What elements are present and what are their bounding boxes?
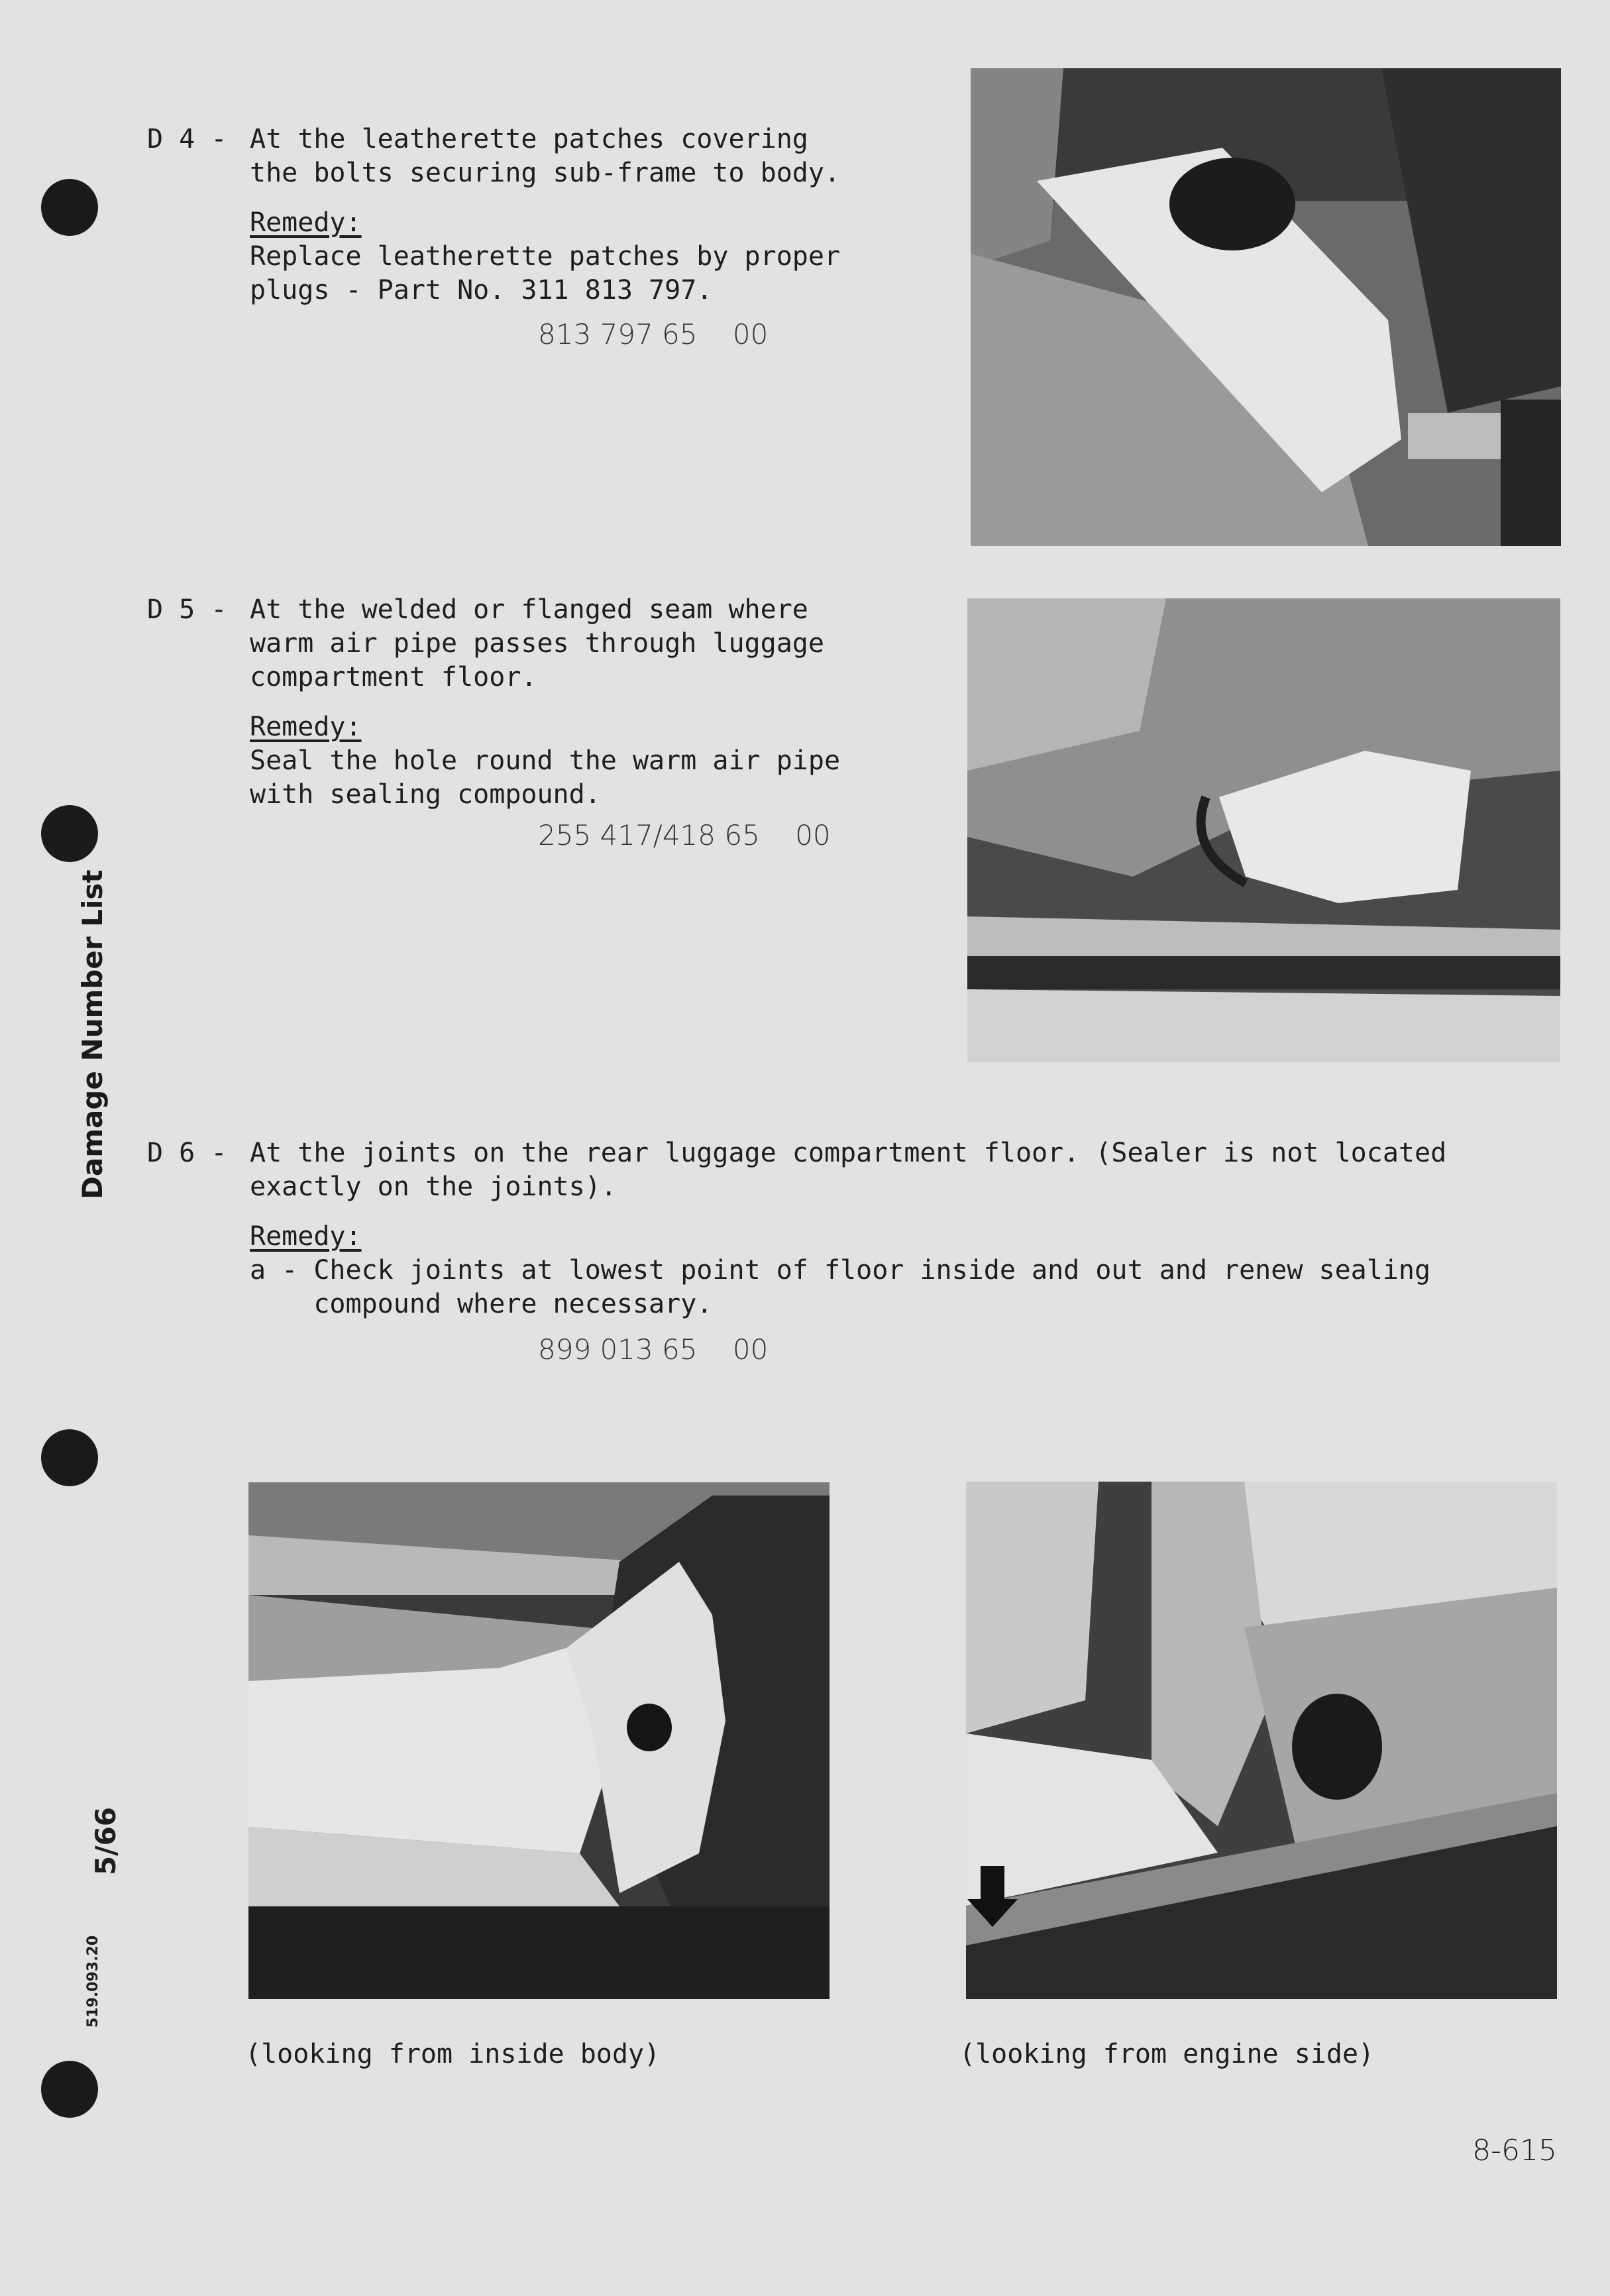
d4-photo xyxy=(971,68,1561,546)
d4-remedy-line-2: plugs - Part No. 311 813 797. xyxy=(250,275,713,305)
d6-photo-inside xyxy=(248,1482,830,1999)
d5-label: D 5 - xyxy=(147,594,227,625)
d6-label: D 6 - xyxy=(147,1138,227,1168)
d4-text-line-2: the bolts securing sub-frame to body. xyxy=(250,158,841,188)
d6-remedy-line-2: compound where necessary. xyxy=(250,1289,713,1319)
d6-text-line-2: exactly on the joints). xyxy=(250,1172,617,1202)
d4-code: 813 797 65 00 xyxy=(538,318,769,351)
d5-text-line-3: compartment floor. xyxy=(250,662,537,692)
d6-text-line-1: At the joints on the rear luggage compartment floor. (Sealer is not located xyxy=(250,1138,1447,1168)
d6-photo-engine xyxy=(966,1482,1557,1999)
d4-text-line-1: At the leatherette patches covering xyxy=(250,124,808,154)
binder-hole-4 xyxy=(41,2061,98,2118)
d4-remedy-line-1: Replace leatherette patches by proper xyxy=(250,241,841,272)
d6-remedy-line-1: a - Check joints at lowest point of floor inside and out and renew sealing xyxy=(250,1255,1431,1285)
sidebar-date: 5/66 xyxy=(89,1806,122,1875)
d5-remedy-line-1: Seal the hole round the warm air pipe xyxy=(250,745,841,776)
d4-label: D 4 - xyxy=(147,124,227,154)
d5-text-line-1: At the welded or flanged seam where xyxy=(250,594,808,625)
d5-remedy-line-2: with sealing compound. xyxy=(250,779,601,810)
caption-inside-body: (looking from inside body) xyxy=(245,2039,661,2069)
d5-photo xyxy=(967,598,1560,1062)
d6-remedy-label: Remedy: xyxy=(250,1221,362,1252)
d6-code: 899 013 65 00 xyxy=(538,1333,769,1366)
binder-hole-1 xyxy=(41,179,98,236)
sidebar-doc-number: 519.093.20 xyxy=(85,1935,101,2028)
d5-text-line-2: warm air pipe passes through luggage xyxy=(250,628,824,659)
d4-remedy-label: Remedy: xyxy=(250,207,362,238)
binder-hole-2 xyxy=(41,805,98,862)
d5-code: 255 417/418 65 00 xyxy=(538,819,831,851)
binder-hole-3 xyxy=(41,1429,98,1486)
caption-engine-side: (looking from engine side) xyxy=(959,2039,1375,2069)
page-number: 8-615 xyxy=(1472,2134,1557,2167)
d5-remedy-label: Remedy: xyxy=(250,712,362,742)
